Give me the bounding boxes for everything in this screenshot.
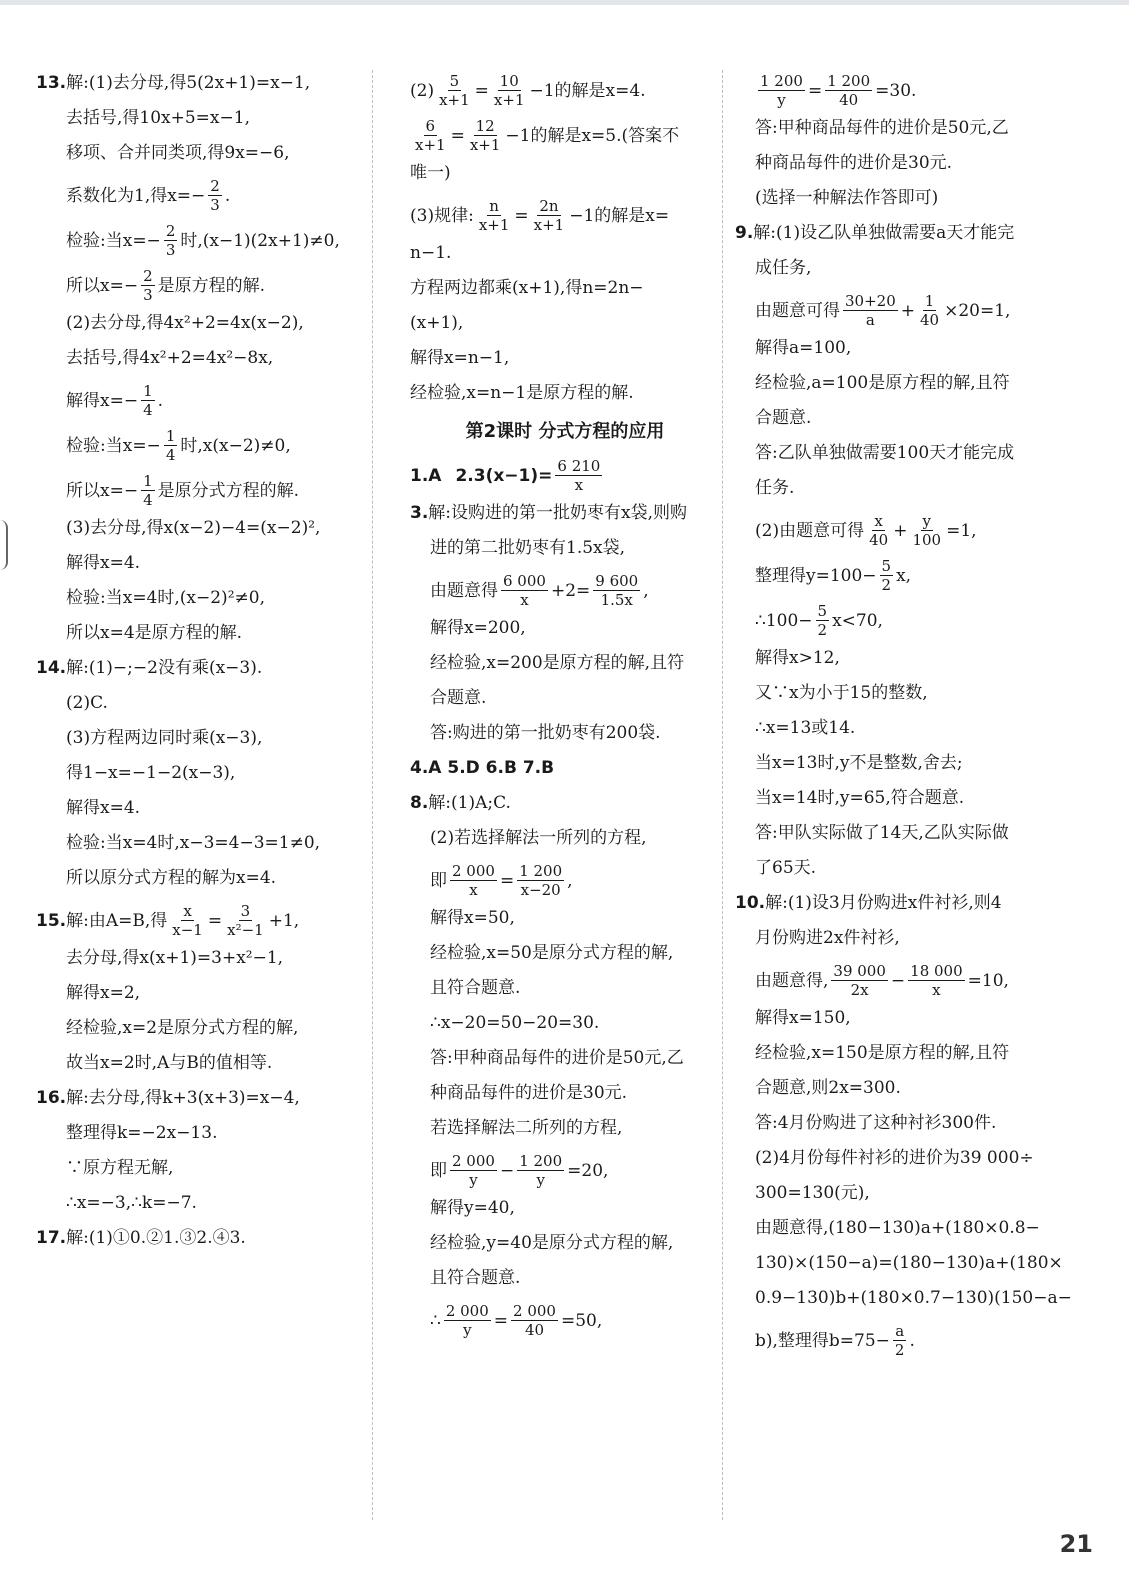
text: 检验:当x=−: [66, 435, 161, 456]
text: 时,x(x−2)≠0,: [180, 435, 291, 456]
numerator: 39 000: [833, 962, 886, 980]
text-line: 解得x=4.: [66, 798, 141, 818]
denominator: 2: [817, 621, 828, 639]
text-line: [36, 382, 366, 419]
fraction: [164, 427, 178, 464]
text-line: 解得x=50,: [430, 908, 515, 928]
text-line: 所以x=4是原方程的解.: [66, 623, 243, 643]
text: =: [493, 1310, 509, 1331]
denominator: 4: [143, 401, 153, 419]
text: =: [807, 80, 823, 101]
fraction: [593, 572, 640, 609]
denominator: x+1: [493, 91, 525, 109]
fraction: [477, 197, 512, 234]
column-1: [36, 72, 366, 1262]
fraction: [468, 117, 503, 154]
text-line: 去括号,得4x²+2=4x²−8x,: [66, 348, 274, 368]
denominator: x−1: [172, 921, 203, 939]
question-number: 8.: [410, 793, 429, 813]
text: (2): [410, 80, 435, 101]
text: (3)规律:: [410, 205, 474, 226]
denominator: y: [469, 1171, 478, 1189]
text-line: 合题意,则2x=300.: [755, 1078, 901, 1098]
text-line: 当x=14时,y=65,符合题意.: [755, 788, 965, 808]
text: 解:(1)A;C.: [428, 793, 511, 813]
text: 时,(x−1)(2x+1)≠0,: [180, 230, 340, 251]
text-line: (选择一种解法作答即可): [755, 188, 939, 208]
fraction: [517, 862, 564, 899]
fraction: [867, 512, 890, 549]
text: 由题意得,: [755, 970, 829, 991]
text-line: 又∵x为小于15的整数,: [755, 683, 928, 703]
fraction: [831, 962, 888, 999]
numerator: 2: [210, 177, 220, 195]
text: =: [474, 80, 489, 101]
fraction: [141, 382, 155, 419]
binding-mark: [0, 520, 8, 570]
text-line: n−1.: [410, 243, 452, 263]
text: +1,: [268, 910, 300, 931]
denominator: a: [865, 311, 875, 329]
text: ,: [567, 870, 573, 891]
text-line: [36, 267, 366, 304]
text: =50,: [560, 1310, 603, 1331]
text-line: ∴x=−3,∴k=−7.: [66, 1193, 197, 1213]
text-line: [755, 602, 1065, 639]
text: .: [157, 390, 164, 411]
numerator: 5: [881, 557, 892, 575]
numerator: 12: [475, 117, 495, 135]
text-line: 故当x=2时,A与B的值相等.: [66, 1053, 273, 1073]
text-line: [36, 177, 366, 214]
denominator: y: [536, 1171, 545, 1189]
q9-line: [735, 222, 1065, 244]
denominator: 40: [524, 1321, 545, 1339]
numerator: y: [922, 512, 931, 530]
text-line: 答:甲队实际做了14天,乙队实际做: [755, 823, 1009, 843]
denominator: x+1: [439, 91, 470, 109]
fraction: [164, 222, 178, 259]
text-line: (3)去分母,得x(x−2)−4=(x−2)²,: [66, 518, 321, 538]
q10-line: [735, 892, 1065, 914]
text-line: 移项、合并同类项,得9x=−6,: [66, 143, 290, 163]
numerator: 1: [165, 427, 176, 445]
text: 解:(1)−;−2没有乘(x−3).: [66, 658, 263, 678]
text: 所以x=−: [66, 480, 139, 501]
numerator: 2n: [539, 197, 559, 215]
denominator: 3: [143, 286, 153, 304]
text: (2)由题意可得: [755, 520, 865, 541]
text: =: [499, 870, 515, 891]
answer-text: 1.A: [410, 465, 442, 486]
fraction: [450, 862, 497, 899]
text-line: 130)×(150−a)=(180−130)a+(180×: [755, 1253, 1063, 1273]
text: 解:由A=B,得: [66, 910, 168, 931]
question-number: 17.: [36, 1228, 67, 1248]
text: 检验:当x=−: [66, 230, 161, 251]
text: 即: [430, 1160, 447, 1181]
text-line: 进的第二批奶枣有1.5x袋,: [430, 538, 626, 558]
numerator: 6 000: [503, 572, 546, 590]
text-line: (2)若选择解法一所列的方程,: [430, 828, 647, 848]
denominator: y: [463, 1321, 472, 1339]
q3-line: [410, 502, 720, 524]
column-separator: [372, 70, 373, 1520]
text-line: 解得x=4.: [66, 553, 141, 573]
answer-line: [410, 457, 720, 494]
numerator: 2 000: [452, 1152, 495, 1170]
answer-text: 4.A 5.D 6.B 7.B: [410, 758, 555, 778]
text: =10,: [967, 970, 1009, 991]
text-line: 唯一): [410, 163, 451, 183]
text: −: [499, 1160, 515, 1181]
fraction: [141, 472, 155, 509]
numerator: n: [489, 197, 499, 215]
text-line: 成任务,: [755, 258, 812, 278]
text: −: [890, 970, 906, 991]
question-number: 3.: [410, 503, 429, 523]
numerator: 6: [425, 117, 436, 135]
fraction: [450, 1152, 497, 1189]
text-line: 种商品每件的进价是30元.: [755, 153, 953, 173]
answer-line: [410, 757, 720, 779]
numerator: 10: [499, 72, 519, 90]
text: .: [909, 1330, 915, 1351]
text-line: 解得x>12,: [755, 648, 840, 668]
text-line: 经检验,x=150是原方程的解,且符: [755, 1043, 1010, 1063]
denominator: 1.5x: [600, 591, 633, 609]
text-line: 且符合题意.: [430, 978, 521, 998]
text-line: 答:乙队单独做需要100天才能完成: [755, 443, 1015, 463]
text-line: 经检验,x=2是原分式方程的解,: [66, 1018, 299, 1038]
numerator: 2: [165, 222, 176, 240]
text-line: [410, 197, 720, 234]
text-line: 得1−x=−1−2(x−3),: [66, 763, 236, 783]
numerator: 6 210: [557, 457, 601, 475]
numerator: a: [895, 1322, 905, 1340]
fraction: [825, 72, 872, 109]
fraction: [141, 267, 155, 304]
text-line: 当x=13时,y不是整数,舍去;: [755, 753, 963, 773]
numerator: 3: [240, 902, 251, 920]
q16-line: [36, 1087, 366, 1109]
text: −1的解是x=: [569, 205, 670, 226]
text-line: 方程两边都乘(x+1),得n=2n−: [410, 278, 644, 298]
section-heading: 第2课时 分式方程的应用: [465, 421, 665, 442]
fraction: [532, 197, 567, 234]
text: +2=: [550, 580, 591, 601]
fraction: [517, 1152, 564, 1189]
question-number: 13.: [36, 73, 67, 93]
text-line: 去括号,得10x+5=x−1,: [66, 108, 250, 128]
text-line: [410, 117, 720, 154]
text-line: (2)4月份每件衬衫的进价为39 000÷: [755, 1148, 1034, 1168]
column-separator: [722, 70, 723, 1520]
denominator: x: [932, 981, 941, 999]
text-line: 答:甲种商品每件的进价是50元,乙: [755, 118, 1009, 138]
text-line: ∵原方程无解,: [66, 1158, 174, 1178]
numerator: 1 200: [519, 862, 563, 880]
text-line: 经检验,x=n−1是原方程的解.: [410, 383, 634, 403]
question-number: 10.: [735, 893, 766, 913]
text: 是原方程的解.: [157, 275, 266, 296]
question-number: 14.: [36, 658, 67, 678]
denominator: 40: [869, 531, 889, 549]
text: 解:(1)设乙队单独做需要a天才能完: [753, 223, 1015, 243]
text-line: 0.9−130)b+(180×0.7−130)(150−a−: [755, 1288, 1072, 1308]
text: −1的解是x=4.: [529, 80, 646, 101]
text-line: [36, 222, 366, 259]
text: 由题意得: [430, 580, 498, 601]
text-line: 经检验,x=50是原分式方程的解,: [430, 943, 674, 963]
fraction: [893, 1322, 907, 1359]
denominator: x+1: [533, 216, 565, 234]
text: 即: [430, 870, 447, 891]
text-line: [410, 1152, 720, 1189]
numerator: 5: [817, 602, 828, 620]
text: b),整理得b=75−: [755, 1330, 890, 1351]
denominator: 40: [920, 311, 940, 329]
text-line: 任务.: [755, 478, 795, 498]
text-line: 由题意得,(180−130)a+(180×0.8−: [755, 1218, 1040, 1238]
text-line: (3)方程两边同时乘(x−3),: [66, 728, 263, 748]
text-line: 整理得k=−2x−13.: [66, 1123, 218, 1143]
q13-line: [36, 72, 366, 94]
text: 系数化为1,得x=−: [66, 185, 206, 206]
text-line: 答:甲种商品每件的进价是50元,乙: [430, 1048, 684, 1068]
denominator: x: [574, 476, 584, 494]
denominator: 4: [143, 491, 153, 509]
fraction: [758, 72, 805, 109]
question-number: 15.: [36, 910, 67, 931]
text: +: [893, 520, 908, 541]
text-line: 解得x=150,: [755, 1008, 851, 1028]
text-line: 经检验,x=200是原方程的解,且符: [430, 653, 685, 673]
q8-line: [410, 792, 720, 814]
denominator: x²−1: [227, 921, 264, 939]
text-line: 检验:当x=4时,(x−2)²≠0,: [66, 588, 265, 608]
numerator: x: [874, 512, 883, 530]
text-line: 300=130(元),: [755, 1183, 870, 1203]
numerator: 1 200: [519, 1152, 563, 1170]
text-line: [410, 1302, 720, 1339]
text-line: 去分母,得x(x+1)=3+x²−1,: [66, 948, 284, 968]
text: =: [450, 125, 465, 146]
text-line: [410, 862, 720, 899]
q14-line: [36, 657, 366, 679]
text-line: [755, 962, 1065, 999]
denominator: 2x: [850, 981, 869, 999]
numerator: 1 200: [760, 72, 803, 90]
numerator: 18 000: [910, 962, 963, 980]
text: ,: [643, 580, 649, 601]
text: =20,: [567, 1160, 609, 1181]
text: 所以x=−: [66, 275, 139, 296]
text-line: 解得x=2,: [66, 983, 141, 1003]
numerator: 1 200: [827, 72, 871, 90]
denominator: x: [520, 591, 529, 609]
numerator: 2: [143, 267, 153, 285]
denominator: 4: [165, 446, 176, 464]
denominator: 40: [839, 91, 859, 109]
text-line: 经检验,y=40是原分式方程的解,: [430, 1233, 674, 1253]
text-line: 了65天.: [755, 858, 817, 878]
denominator: x: [469, 881, 478, 899]
numerator: 9 600: [595, 572, 639, 590]
text-line: [36, 427, 366, 464]
text-line: 解得x=n−1,: [410, 348, 510, 368]
q15-line: [36, 902, 366, 939]
question-number: 16.: [36, 1088, 67, 1108]
fraction: [413, 117, 448, 154]
text-line: 种商品每件的进价是30元.: [430, 1083, 628, 1103]
text-line: [410, 72, 720, 109]
numerator: 1: [143, 382, 153, 400]
denominator: 2: [894, 1341, 905, 1359]
fraction: [908, 962, 965, 999]
answer-text: 2.3(x−1)=: [455, 465, 553, 486]
fraction: [555, 457, 602, 494]
text: −1的解是x=5.(答案不: [505, 125, 680, 146]
denominator: 100: [912, 531, 942, 549]
q17-line: [36, 1227, 366, 1249]
text-line: 解得a=100,: [755, 338, 852, 358]
text-line: ∴x=13或14.: [755, 718, 856, 738]
text-line: 且符合题意.: [430, 1268, 521, 1288]
fraction: [910, 512, 943, 549]
text: 解:去分母,得k+3(x+3)=x−4,: [66, 1088, 300, 1108]
numerator: x: [183, 902, 192, 920]
numerator: 1: [143, 472, 153, 490]
column-2: [410, 72, 720, 1347]
text: 解:设购进的第一批奶枣有x袋,则购: [428, 503, 688, 523]
text-line: 合题意.: [430, 688, 487, 708]
denominator: 3: [165, 241, 176, 259]
fraction: [492, 72, 527, 109]
text-line: 月份购进2x件衬衫,: [755, 928, 900, 948]
text-line: 解得y=40,: [430, 1198, 515, 1218]
text-line: 所以原分式方程的解为x=4.: [66, 868, 277, 888]
numerator: 2 000: [452, 862, 495, 880]
text: =: [207, 910, 223, 931]
denominator: x−20: [520, 881, 561, 899]
text-line: 检验:当x=4时,x−3=4−3=1≠0,: [66, 833, 321, 853]
text: 由题意可得: [755, 300, 840, 321]
fraction: [816, 602, 830, 639]
denominator: 2: [881, 576, 892, 594]
text-line: 合题意.: [755, 408, 812, 428]
text: =1,: [946, 520, 977, 541]
text-line: (x+1),: [410, 313, 464, 333]
text-line: (2)去分母,得4x²+2=4x(x−2),: [66, 313, 304, 333]
fraction: [444, 1302, 491, 1339]
numerator: 2 000: [513, 1302, 556, 1320]
question-number: 9.: [735, 223, 754, 243]
numerator: 1: [924, 292, 935, 310]
text-line: 解得x=200,: [430, 618, 526, 638]
text-line: [36, 472, 366, 509]
numerator: 2 000: [445, 1302, 489, 1320]
fraction: [918, 292, 941, 329]
text-line: [755, 72, 1065, 109]
denominator: y: [777, 91, 786, 109]
fraction: [225, 902, 266, 939]
denominator: 3: [210, 196, 220, 214]
text: x<70,: [832, 610, 883, 631]
text: 解:(1)去分母,得5(2x+1)=x−1,: [66, 73, 311, 93]
denominator: x+1: [415, 136, 446, 154]
text: 解:(1)①0.②1.③2.④3.: [66, 1228, 246, 1248]
text: .: [224, 185, 231, 206]
text: =30.: [875, 80, 917, 101]
text: ×20=1,: [944, 300, 1011, 321]
text: 整理得y=100−: [755, 565, 877, 586]
text-line: [755, 292, 1065, 329]
text-line: ∴x−20=50−20=30.: [430, 1013, 600, 1033]
text-line: (2)C.: [66, 693, 108, 713]
text-line: 经检验,a=100是原方程的解,且符: [755, 373, 1010, 393]
text: =: [514, 205, 529, 226]
text-line: [755, 1322, 1065, 1359]
fraction: [843, 292, 898, 329]
column-3: [735, 72, 1072, 1367]
numerator: 30+20: [845, 292, 896, 310]
text-line: [755, 557, 1065, 594]
numerator: 5: [449, 72, 460, 90]
text-line: 答:购进的第一批奶枣有200袋.: [430, 723, 661, 743]
denominator: x+1: [469, 136, 501, 154]
top-edge: [0, 0, 1129, 5]
fraction: [170, 902, 205, 939]
fraction: [501, 572, 548, 609]
text-line: [755, 512, 1065, 549]
text-line: 若选择解法二所列的方程,: [430, 1118, 623, 1138]
text: +: [900, 300, 915, 321]
text: x,: [896, 565, 912, 586]
text: 是原分式方程的解.: [157, 480, 300, 501]
text: ∴100−: [755, 610, 813, 631]
text: 解:(1)设3月份购进x件衬衫,则4: [765, 893, 1002, 913]
page-number: 21: [1059, 1530, 1093, 1558]
fraction: [511, 1302, 558, 1339]
text-line: 答:4月份购进了这种衬衫300件.: [755, 1113, 997, 1133]
text: 解得x=−: [66, 390, 139, 411]
text-line: [410, 572, 720, 609]
fraction: [437, 72, 472, 109]
denominator: x+1: [478, 216, 510, 234]
text: ∴: [430, 1310, 441, 1331]
fraction: [880, 557, 894, 594]
fraction: [208, 177, 222, 214]
